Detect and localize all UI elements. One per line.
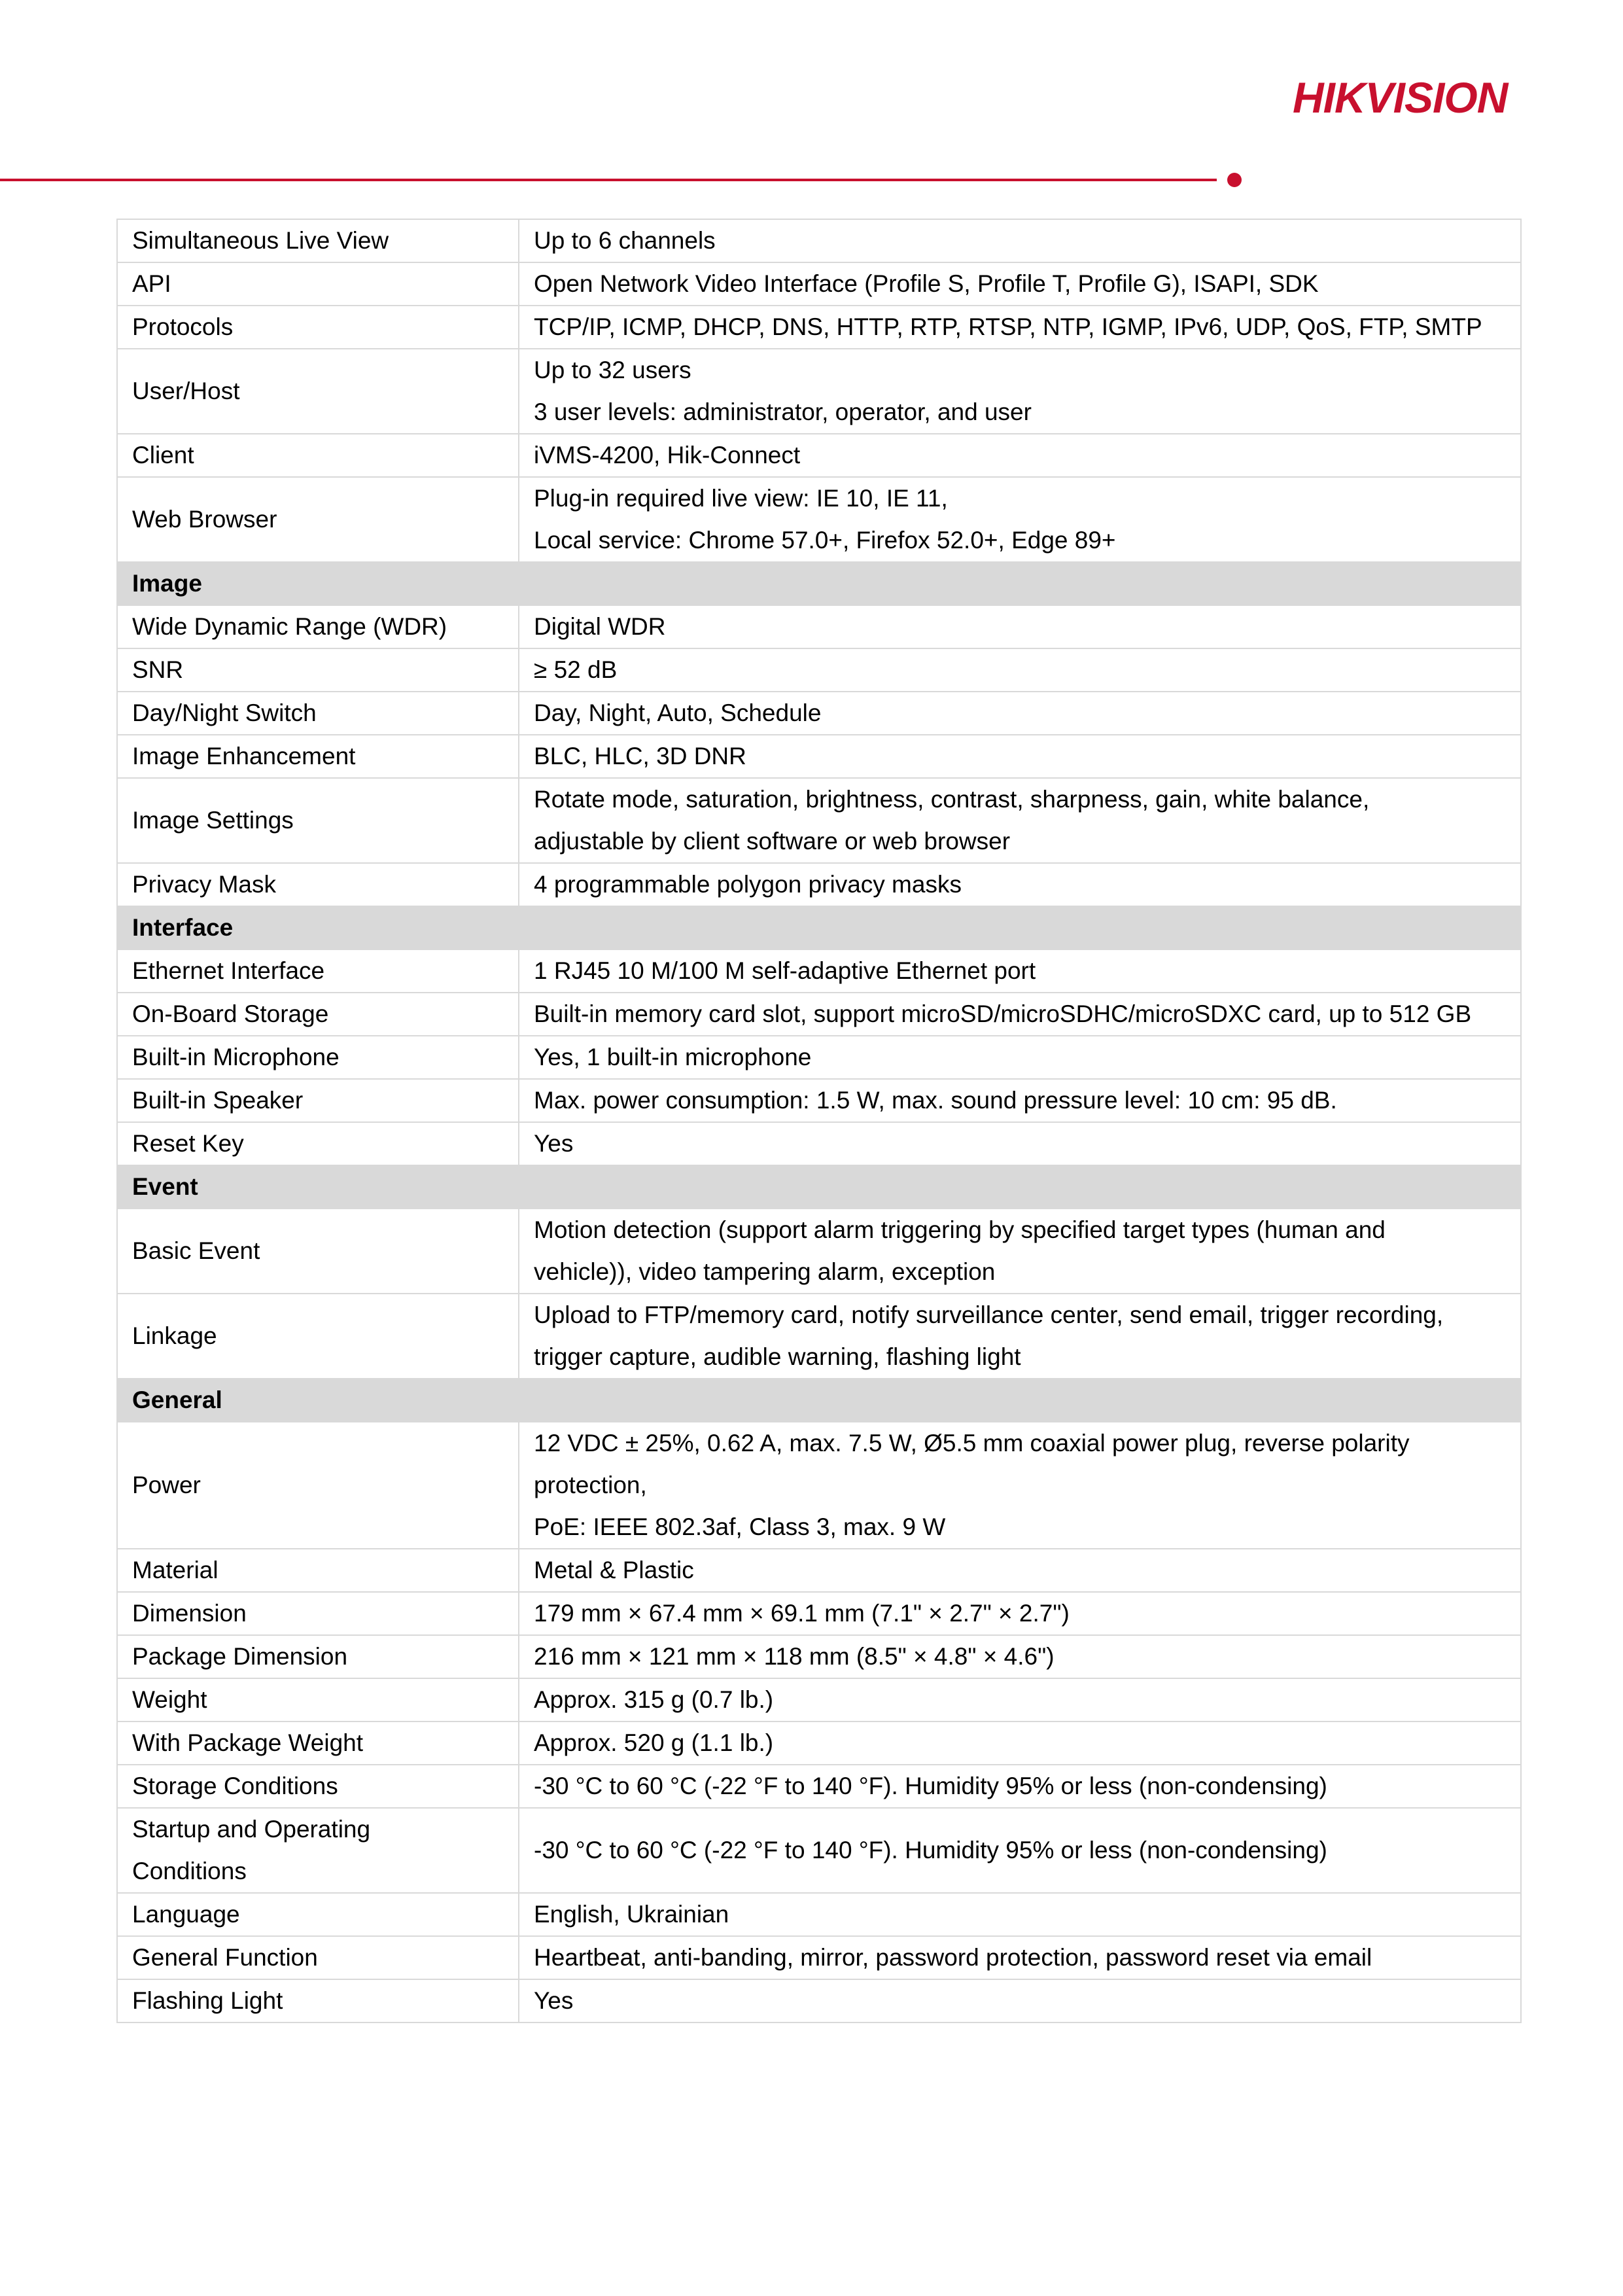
spec-value [519, 1893, 1521, 1936]
spec-value [519, 1722, 1521, 1765]
spec-label: Flashing Light [117, 1979, 519, 2022]
spec-value [519, 1079, 1521, 1122]
spec-label: Basic Event [117, 1209, 519, 1294]
spec-value-line: Yes [534, 1130, 574, 1157]
spec-row [117, 993, 1521, 1036]
spec-row [117, 306, 1521, 349]
section-title: Interface [117, 906, 1521, 949]
section-header-row [117, 1379, 1521, 1422]
spec-value-line: vehicle)), video tampering alarm, exception [534, 1258, 996, 1285]
spec-row [117, 1979, 1521, 2022]
spec-value [519, 349, 1521, 434]
spec-value [519, 477, 1521, 562]
spec-value-line: TCP/IP, ICMP, DHCP, DNS, HTTP, RTP, RTSP, NTP, IGMP, IPv6, UDP, QoS, FTP, SMTP [534, 313, 1482, 340]
spec-value-line: Approx. 520 g (1.1 lb.) [534, 1729, 774, 1756]
spec-label: Power [117, 1422, 519, 1549]
spec-value-line: 3 user levels: administrator, operator, and user [534, 398, 1032, 425]
spec-value [519, 949, 1521, 993]
spec-label-line: Conditions [132, 1858, 247, 1884]
logo-text-hik: HIKVISION [1293, 73, 1508, 122]
spec-row [117, 605, 1521, 648]
spec-row [117, 219, 1521, 262]
spec-label: Linkage [117, 1294, 519, 1379]
section-header-row [117, 1165, 1521, 1209]
spec-row [117, 1422, 1521, 1549]
spec-value [519, 735, 1521, 778]
spec-label: Dimension [117, 1592, 519, 1635]
spec-value [519, 306, 1521, 349]
spec-value-line: Rotate mode, saturation, brightness, contrast, sharpness, gain, white balance, [534, 786, 1370, 813]
spec-label: General Function [117, 1936, 519, 1979]
spec-value [519, 1678, 1521, 1722]
section-header-row [117, 562, 1521, 605]
spec-value-line: Built-in memory card slot, support microSD/microSDHC/microSDXC card, up to 512 GB [534, 1000, 1472, 1027]
hikvision-logo [1289, 72, 1563, 124]
spec-label: Protocols [117, 306, 519, 349]
spec-row [117, 1765, 1521, 1808]
spec-label: Built-in Microphone [117, 1036, 519, 1079]
spec-value-line: 12 VDC ± 25%, 0.62 A, max. 7.5 W, Ø5.5 mm coaxial power plug, reverse polarity [534, 1430, 1410, 1457]
spec-row [117, 1549, 1521, 1592]
spec-row [117, 648, 1521, 692]
section-title: General [117, 1379, 1521, 1422]
spec-value-line: Up to 6 channels [534, 227, 716, 254]
spec-value [519, 605, 1521, 648]
spec-value-line: Local service: Chrome 57.0+, Firefox 52.0+, Edge 89+ [534, 527, 1116, 554]
spec-row [117, 477, 1521, 562]
spec-value [519, 993, 1521, 1036]
spec-value-line: 1 RJ45 10 M/100 M self-adaptive Ethernet port [534, 957, 1036, 984]
spec-label: API [117, 262, 519, 306]
spec-value [519, 1209, 1521, 1294]
spec-label: Simultaneous Live View [117, 219, 519, 262]
spec-value-line: -30 °C to 60 °C (-22 °F to 140 °F). Humidity 95% or less (non-condensing) [534, 1773, 1327, 1799]
spec-row [117, 1678, 1521, 1722]
spec-value-line: Upload to FTP/memory card, notify surveillance center, send email, trigger recording, [534, 1301, 1444, 1328]
spec-row [117, 349, 1521, 434]
spec-value [519, 219, 1521, 262]
spec-value [519, 1294, 1521, 1379]
spec-value [519, 1036, 1521, 1079]
spec-value-line: protection, [534, 1472, 647, 1498]
spec-label: Reset Key [117, 1122, 519, 1165]
spec-label: On-Board Storage [117, 993, 519, 1036]
spec-label: Weight [117, 1678, 519, 1722]
spec-row [117, 949, 1521, 993]
spec-value-line: adjustable by client software or web browser [534, 828, 1011, 855]
spec-label: SNR [117, 648, 519, 692]
spec-label: Day/Night Switch [117, 692, 519, 735]
spec-row [117, 735, 1521, 778]
spec-value [519, 863, 1521, 906]
spec-row [117, 434, 1521, 477]
spec-value-line: Heartbeat, anti-banding, mirror, password protection, password reset via email [534, 1944, 1372, 1971]
spec-value [519, 1592, 1521, 1635]
spec-row [117, 1635, 1521, 1678]
spec-label-line: Startup and Operating [132, 1816, 371, 1843]
spec-value-line: BLC, HLC, 3D DNR [534, 743, 746, 769]
spec-value-line: 4 programmable polygon privacy masks [534, 871, 962, 898]
spec-label: Wide Dynamic Range (WDR) [117, 605, 519, 648]
spec-value [519, 1808, 1521, 1893]
spec-value-line: Metal & Plastic [534, 1557, 694, 1583]
spec-row [117, 1122, 1521, 1165]
spec-label [117, 1808, 519, 1893]
spec-label: Package Dimension [117, 1635, 519, 1678]
spec-label: Privacy Mask [117, 863, 519, 906]
spec-value-line: Day, Night, Auto, Schedule [534, 699, 822, 726]
spec-value-line: Yes [534, 1987, 574, 2014]
spec-value-line: Yes, 1 built-in microphone [534, 1044, 812, 1070]
spec-value-line: Up to 32 users [534, 357, 691, 383]
spec-value-line: Approx. 315 g (0.7 lb.) [534, 1686, 774, 1713]
spec-value [519, 692, 1521, 735]
spec-value [519, 1765, 1521, 1808]
spec-value [519, 778, 1521, 863]
spec-value-line: iVMS-4200, Hik-Connect [534, 442, 801, 468]
spec-label: Client [117, 434, 519, 477]
spec-value [519, 1549, 1521, 1592]
spec-value-line: 179 mm × 67.4 mm × 69.1 mm (7.1" × 2.7" × 2.7") [534, 1600, 1070, 1627]
spec-row [117, 1209, 1521, 1294]
spec-value [519, 648, 1521, 692]
spec-value-line: -30 °C to 60 °C (-22 °F to 140 °F). Humidity 95% or less (non-condensing) [534, 1837, 1327, 1863]
specifications-table [116, 219, 1522, 2023]
spec-row [117, 778, 1521, 863]
spec-value [519, 1979, 1521, 2022]
section-title: Image [117, 562, 1521, 605]
spec-value [519, 1422, 1521, 1549]
spec-label: Built-in Speaker [117, 1079, 519, 1122]
spec-row [117, 1936, 1521, 1979]
specifications-table-body [117, 219, 1521, 2022]
spec-row [117, 1722, 1521, 1765]
spec-row [117, 692, 1521, 735]
header-rule [0, 179, 1217, 181]
spec-value-line: Digital WDR [534, 613, 666, 640]
spec-label: Storage Conditions [117, 1765, 519, 1808]
spec-label: Web Browser [117, 477, 519, 562]
spec-label: Language [117, 1893, 519, 1936]
spec-value-line: Plug-in required live view: IE 10, IE 11, [534, 485, 948, 512]
spec-label: User/Host [117, 349, 519, 434]
spec-value-line: PoE: IEEE 802.3af, Class 3, max. 9 W [534, 1513, 946, 1540]
spec-value [519, 434, 1521, 477]
spec-value-line: ≥ 52 dB [534, 656, 618, 683]
spec-value-line: Open Network Video Interface (Profile S, Profile T, Profile G), ISAPI, SDK [534, 270, 1319, 297]
spec-row [117, 262, 1521, 306]
spec-row [117, 1893, 1521, 1936]
spec-value [519, 1936, 1521, 1979]
header-rule-dot [1227, 173, 1242, 187]
spec-value-line: English, Ukrainian [534, 1901, 729, 1928]
spec-value-line: Motion detection (support alarm triggering by specified target types (human and [534, 1216, 1386, 1243]
spec-label: Image Settings [117, 778, 519, 863]
section-header-row [117, 906, 1521, 949]
spec-row [117, 1808, 1521, 1893]
spec-value [519, 1635, 1521, 1678]
spec-label: Ethernet Interface [117, 949, 519, 993]
spec-row [117, 1592, 1521, 1635]
spec-label: Material [117, 1549, 519, 1592]
spec-row [117, 1036, 1521, 1079]
spec-value [519, 262, 1521, 306]
spec-value-line: trigger capture, audible warning, flashing light [534, 1343, 1021, 1370]
spec-value [519, 1122, 1521, 1165]
hikvision-logo-graphic [1289, 72, 1563, 124]
spec-row [117, 1294, 1521, 1379]
section-title: Event [117, 1165, 1521, 1209]
spec-label: With Package Weight [117, 1722, 519, 1765]
spec-row [117, 1079, 1521, 1122]
spec-label: Image Enhancement [117, 735, 519, 778]
spec-value-line: Max. power consumption: 1.5 W, max. sound pressure level: 10 cm: 95 dB. [534, 1087, 1337, 1114]
spec-value-line: 216 mm × 121 mm × 118 mm (8.5" × 4.8" × 4.6") [534, 1643, 1055, 1670]
spec-row [117, 863, 1521, 906]
